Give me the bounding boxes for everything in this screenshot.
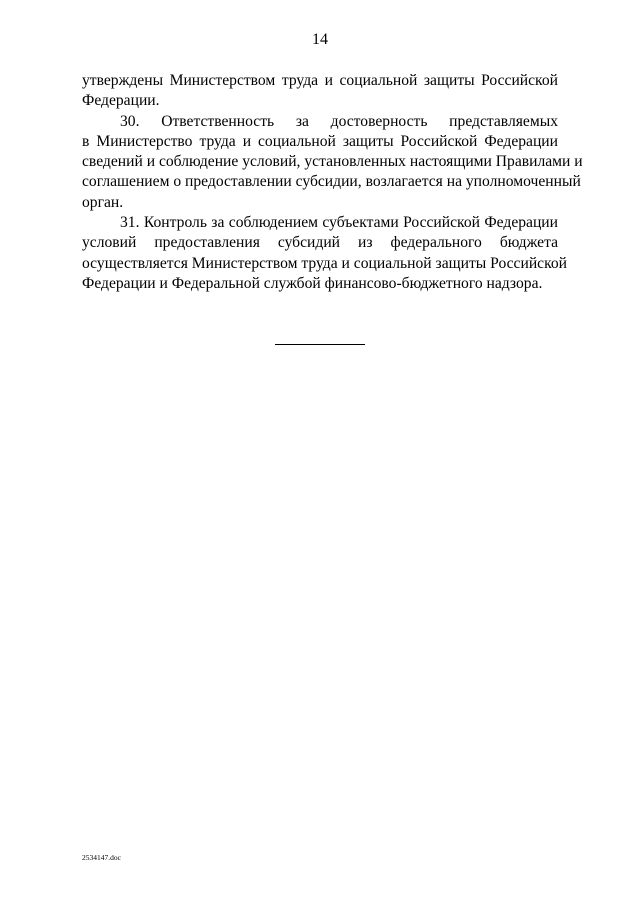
paragraph-31	[82, 213, 568, 294]
page-number: 14	[312, 31, 328, 48]
text-line: утверждены Министерством труда и социальной защиты Российской	[82, 72, 558, 89]
text-line: орган.	[82, 193, 124, 211]
text-line: Федерации.	[82, 92, 160, 110]
file-name-footer: 2534147.doc	[82, 853, 121, 862]
text-line: осуществляется Министерством труда и социальной защиты Российской	[82, 254, 568, 272]
paragraph-30	[82, 112, 583, 213]
text-line: 31. Контроль за соблюдением субъектами Российской Федерации	[120, 214, 558, 232]
text-line: сведений и соблюдение условий, установленных настоящими Правилами и	[82, 153, 583, 171]
text-line: 30. Ответственность за достоверность представляемых	[120, 112, 558, 130]
text-line: Федерации и Федеральной службой финансово-бюджетного надзора.	[82, 274, 543, 292]
paragraph-continuation	[82, 71, 558, 112]
text-line: соглашением о предоставлении субсидии, возлагается на уполномоченный	[82, 173, 581, 191]
text-line: условий предоставления субсидий из федерального бюджета	[82, 234, 558, 252]
end-divider	[275, 344, 365, 345]
text-line: в Министерство труда и социальной защиты Российской Федерации	[82, 132, 558, 150]
document-body	[82, 71, 583, 294]
